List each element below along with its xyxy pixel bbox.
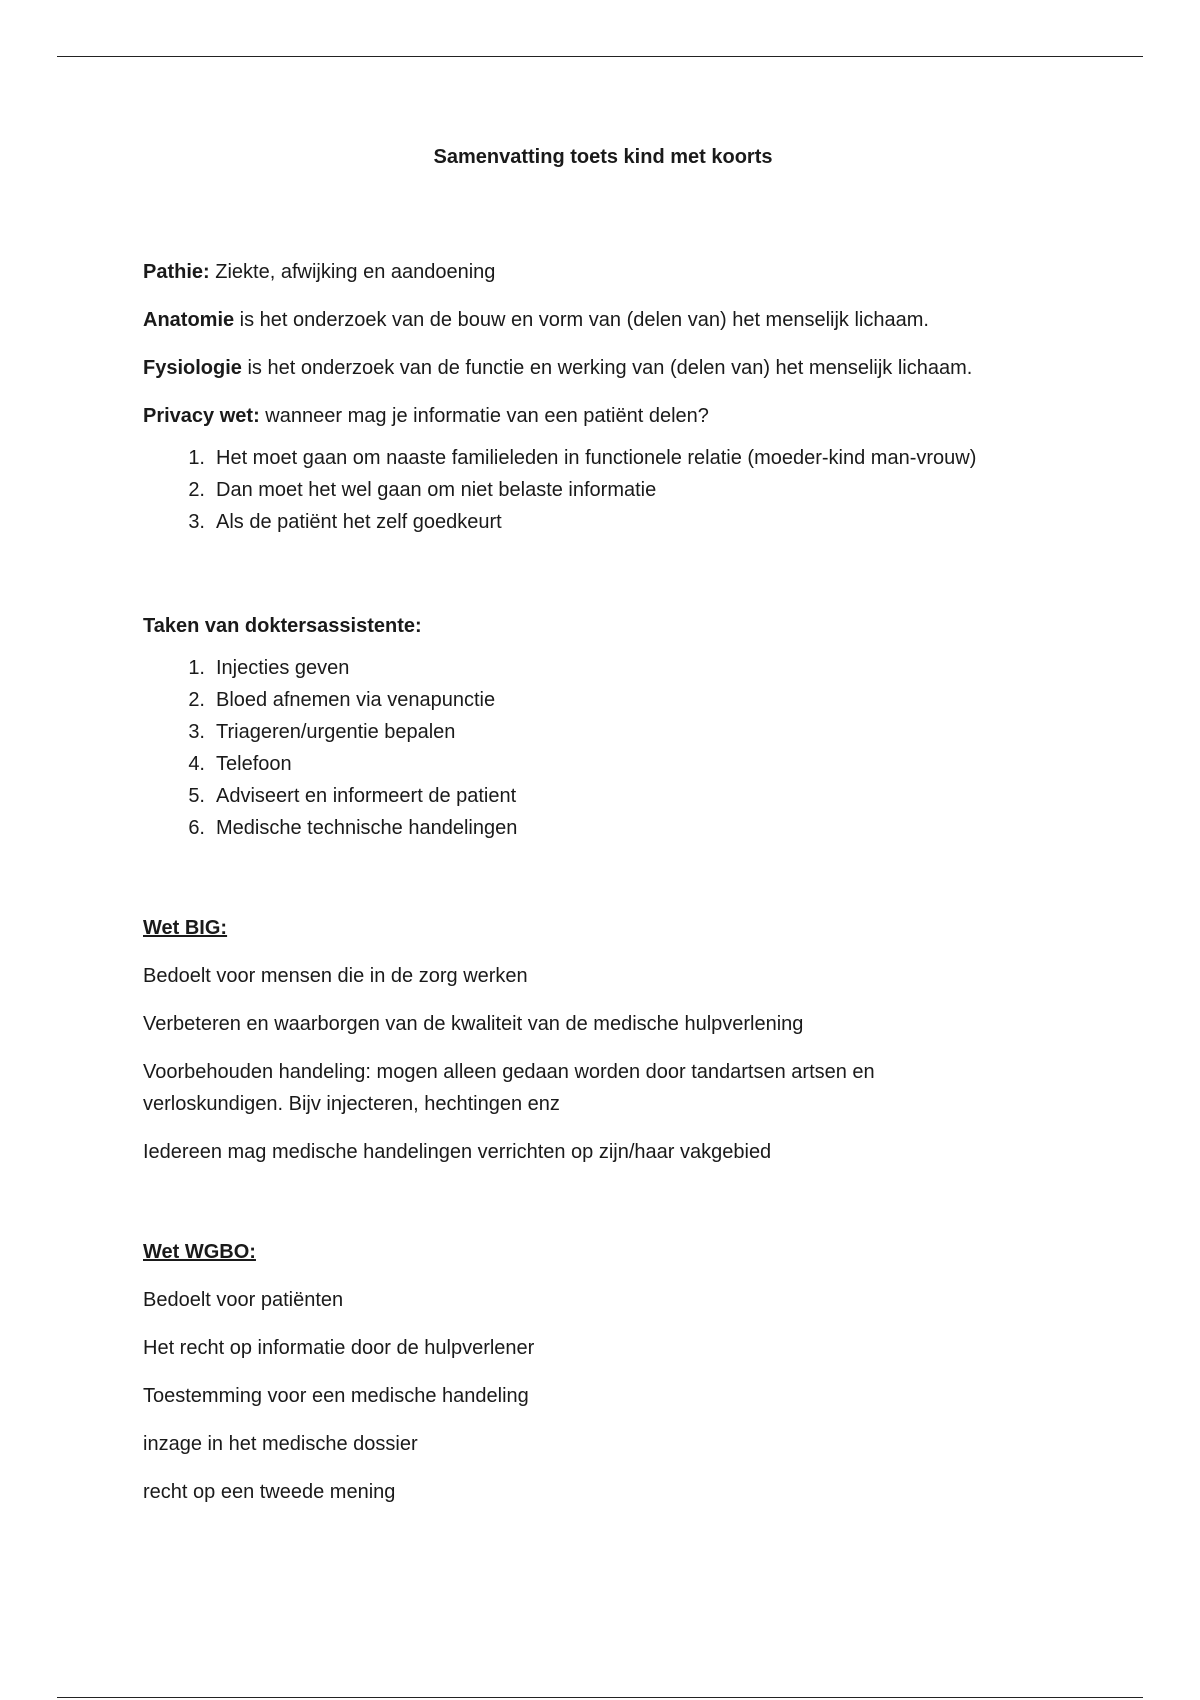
definition-label: Fysiologie bbox=[143, 357, 242, 379]
definition-text: wanneer mag je informatie van een patiënt delen? bbox=[259, 405, 709, 427]
wet-wgbo-paragraph: inzage in het medische dossier bbox=[143, 1433, 418, 1455]
definition-text: Ziekte, afwijking en aandoening bbox=[209, 261, 496, 283]
definition-anatomie bbox=[143, 304, 1063, 336]
wet-wgbo-heading: Wet WGBO: bbox=[143, 1241, 256, 1263]
wet-wgbo-paragraph: recht op een tweede mening bbox=[143, 1481, 396, 1503]
list-item bbox=[143, 748, 1063, 780]
definition-text: is het onderzoek van de functie en werking van (delen van) het menselijk lichaam. bbox=[241, 357, 973, 379]
list-text: Telefoon bbox=[216, 753, 292, 775]
tasks-list bbox=[143, 652, 1063, 844]
list-number: 2. bbox=[188, 689, 205, 711]
definition-label: Pathie: bbox=[143, 261, 210, 283]
list-text: Het moet gaan om naaste familieleden in functionele relatie (moeder-kind man-vrouw) bbox=[216, 447, 977, 469]
wet-big-paragraph: Voorbehouden handeling: mogen alleen gedaan worden door tandartsen artsen en verloskundigen. Bijv injecteren, hechtingen enz bbox=[143, 1061, 875, 1115]
privacy-list bbox=[143, 442, 1063, 538]
list-text: Triageren/urgentie bepalen bbox=[216, 721, 456, 743]
list-number: 2. bbox=[188, 479, 205, 501]
list-item bbox=[143, 506, 1063, 538]
wet-wgbo-paragraph: Toestemming voor een medische handeling bbox=[143, 1385, 529, 1407]
list-item bbox=[143, 652, 1063, 684]
list-number: 1. bbox=[188, 657, 205, 679]
list-item bbox=[143, 442, 1063, 474]
list-item bbox=[143, 684, 1063, 716]
list-text: Bloed afnemen via venapunctie bbox=[216, 689, 496, 711]
list-text: Medische technische handelingen bbox=[216, 817, 518, 839]
document-title: Samenvatting toets kind met koorts bbox=[433, 146, 773, 168]
list-text: Als de patiënt het zelf goedkeurt bbox=[216, 511, 502, 533]
list-text: Dan moet het wel gaan om niet belaste informatie bbox=[216, 479, 657, 501]
list-number: 4. bbox=[188, 753, 205, 775]
list-text: Injecties geven bbox=[216, 657, 350, 679]
wet-big-heading: Wet BIG: bbox=[143, 917, 228, 939]
section-gap bbox=[143, 1184, 1063, 1236]
list-item bbox=[143, 780, 1063, 812]
definition-pathie bbox=[143, 256, 1063, 288]
wet-wgbo-paragraph: Bedoelt voor patiënten bbox=[143, 1289, 344, 1311]
definition-label: Anatomie bbox=[143, 309, 235, 331]
document-page bbox=[143, 140, 1063, 1524]
list-text: Adviseert en informeert de patient bbox=[216, 785, 517, 807]
header-rule bbox=[57, 56, 1143, 57]
list-item bbox=[143, 716, 1063, 748]
list-number: 3. bbox=[188, 511, 205, 533]
definition-fysiologie bbox=[143, 352, 1063, 384]
definition-label: Privacy wet: bbox=[143, 405, 260, 427]
list-item bbox=[143, 474, 1063, 506]
definition-privacy-wet bbox=[143, 400, 1063, 432]
list-number: 6. bbox=[188, 817, 205, 839]
list-number: 3. bbox=[188, 721, 205, 743]
wet-big-paragraph: Verbeteren en waarborgen van de kwaliteit van de medische hulpverlening bbox=[143, 1013, 804, 1035]
wet-wgbo-paragraph: Het recht op informatie door de hulpverlener bbox=[143, 1337, 535, 1359]
tasks-heading: Taken van doktersassistente: bbox=[143, 615, 422, 637]
list-item bbox=[143, 812, 1063, 844]
definition-text: is het onderzoek van de bouw en vorm van (delen van) het menselijk lichaam. bbox=[234, 309, 929, 331]
footer-rule bbox=[57, 1697, 1143, 1698]
list-number: 1. bbox=[188, 447, 205, 469]
wet-big-paragraph: Iedereen mag medische handelingen verrichten op zijn/haar vakgebied bbox=[143, 1141, 772, 1163]
list-number: 5. bbox=[188, 785, 205, 807]
wet-big-paragraph: Bedoelt voor mensen die in de zorg werken bbox=[143, 965, 528, 987]
